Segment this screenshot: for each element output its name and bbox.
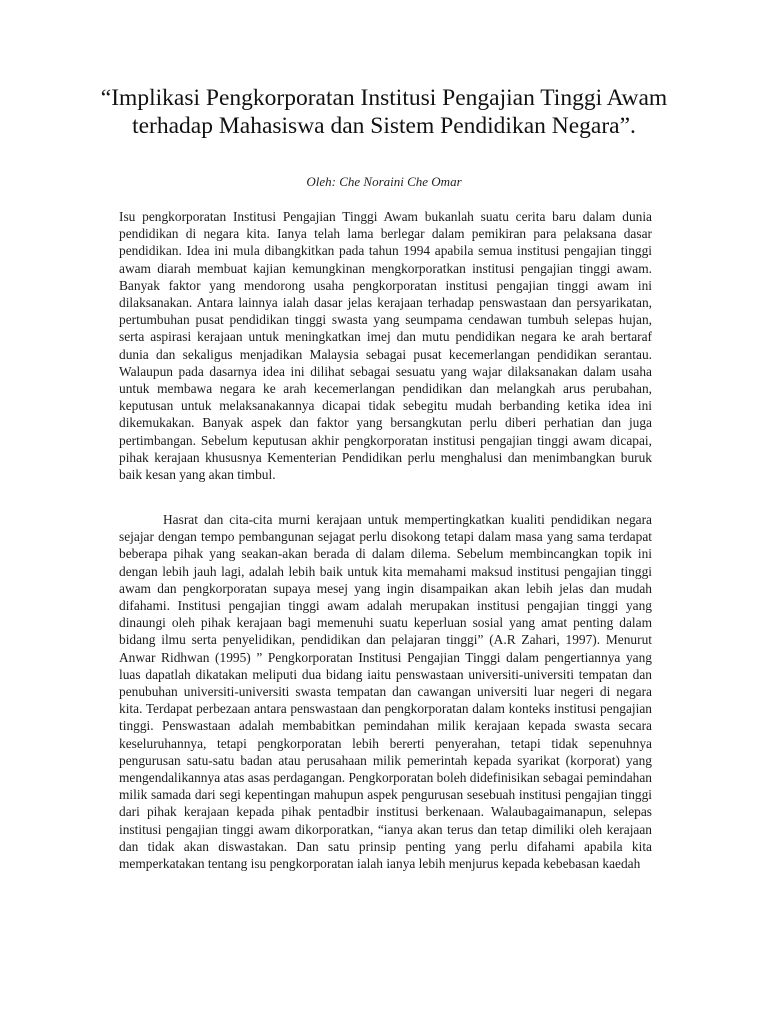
author-byline: Oleh: Che Noraini Che Omar: [306, 174, 462, 189]
body-paragraph-2: Hasrat dan cita-cita murni kerajaan untuk mempertingkatkan kualiti pendidikan negara sejajar dengan tempo pembangunan sejagat perlu disokong tetapi dalam masa yang sama terdapat beberapa pihak yang seakan-akan berada di dalam dilema. Sebelum membincangkan topik ini dengan lebih jauh lagi, adalah lebih baik untuk kita memahami maksud institusi pengajian tinggi awam dan pengkorporatan supaya mesej yang ingin disampaikan akan lebih jelas dan mudah difahami. Institusi pengajian tinggi awam adalah merupakan institusi pengajian tinggi yang dinaungi oleh pihak kerajaan bagi memenuhi suatu keperluan sosial yang amat penting dalam bidang ilmu serta penyelidikan, pendidikan dan pelajaran tinggi” (A.R Zahari, 1997). Menurut Anwar Ridhwan (1995) ” Pengkorporatan Institusi Pengajian Tinggi dalam pengertiannya yang luas dapatlah dikatakan meliputi dua bidang iaitu penswastaan universiti-universiti tempatan dan penubuhan universiti-universiti swasta tempatan dan cawangan universiti luar negeri di negara kita. Terdapat perbezaan antara penswastaan dan pengkorporatan dalam konteks institusi pengajian tinggi. Penswastaan adalah membabitkan pemindahan milik kerajaan kepada swasta secara keseluruhannya, tetapi pengkorporatan lebih bererti penyerahan, tetapi tidak sepenuhnya pengurusan satu-satu badan atau perusahaan milik pemerintah kepada syarikat (korporat) yang mengendalikannya atas asas perdagangan. Pengkorporatan boleh didefinisikan sebagai pemindahan milik samada dari segi kepentingan mahupun aspek pengurusan sesebuah institusi pengajian tinggi dari pihak kerajaan kepada pihak pentadbir institusi berkenaan. Walaubagaimanapun, selepas institusi pengajian tinggi awam dikorporatkan, “ianya akan terus dan tetap dimiliki oleh kerajaan dan tidak akan diswastakan. Dan satu prinsip penting yang perlu difahami apabila kita memperkatakan tentang isu pengkorporatan ialah ianya lebih menjurus kepada kebebasan kaedah: [119, 512, 652, 872]
body-paragraph-1: Isu pengkorporatan Institusi Pengajian Tinggi Awam bukanlah suatu cerita baru dalam dunia pendidikan di negara kita. Ianya telah lama berlegar dalam pemikiran para pelaksana dasar pendidikan. Idea ini mula dibangkitkan pada tahun 1994 apabila semua institusi pengajian tinggi awam diarah membuat kajian kemungkinan mengkorporatkan institusi pengajian tinggi awam. Banyak faktor yang mendorong usaha pengkorporatan institusi pengajian tinggi awam ini dilaksanakan. Antara lainnya ialah dasar jelas kerajaan terhadap penswastaan dan persyarikatan, pertumbuhan pusat pendidikan tinggi swasta yang seumpama cendawan tumbuh selepas hujan, serta aspirasi kerajaan untuk meningkatkan imej dan mutu pendidikan negara ke arah bertaraf dunia dan sekaligus menjadikan Malaysia sebagai pusat kecemerlangan pendidikan serantau. Walaupun pada dasarnya idea ini dilihat sebagai sesuatu yang wajar dilaksanakan dalam usaha untuk membawa negara ke arah kecemerlangan pendidikan dan melangkah arus perubahan, keputusan untuk melaksanakannya dicapai tidak sebegitu mudah berbanding ketika idea ini dikemukakan. Banyak aspek dan faktor yang bersangkutan perlu diberi perhatian dan juga pertimbangan. Sebelum keputusan akhir pengkorporatan institusi pengajian tinggi awam dicapai, pihak kerajaan khususnya Kementerian Pendidikan perlu menghalusi dan menimbangkan buruk baik kesan yang akan timbul.: [119, 209, 652, 483]
document-title: “Implikasi Pengkorporatan Institusi Pengajian Tinggi Awam terhadap Mahasiswa dan Sistem Pendidikan Negara”.: [100, 85, 668, 139]
